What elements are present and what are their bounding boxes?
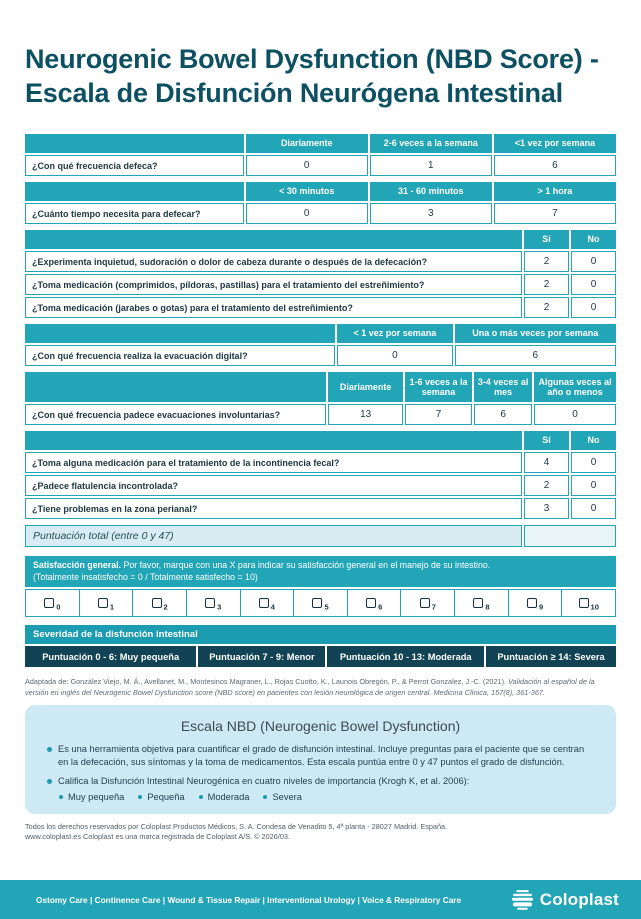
checkbox-icon[interactable]: [312, 598, 322, 608]
column-header: 3-4 veces al mes: [474, 372, 532, 402]
score-cell: 6: [474, 404, 532, 425]
score-cell: 2: [524, 251, 569, 272]
question-row: [25, 498, 616, 519]
defecation-frequency-table: [25, 134, 616, 176]
score-cell: 0: [571, 498, 616, 519]
question-cell: ¿Cuánto tiempo necesita para defecar?: [25, 203, 244, 224]
bullet-icon: [263, 795, 267, 799]
checkbox-icon[interactable]: [44, 598, 54, 608]
business-areas: Ostomy Care | Continence Care | Wound & Tissue Repair | Interventional Urology | Voice & Respiratory Care: [36, 894, 462, 905]
score-cell: 1: [370, 155, 492, 176]
question-cell: ¿Con qué frecuencia realiza la evacuación digital?: [25, 345, 335, 366]
question-cell: ¿Padece flatulencia incontrolada?: [25, 475, 522, 496]
satisfaction-option-10[interactable]: [562, 590, 615, 616]
score-cell: 0: [337, 345, 452, 366]
score-cell: 0: [571, 274, 616, 295]
option-label: 3: [217, 602, 222, 611]
option-label: 5: [324, 602, 329, 611]
total-score-field[interactable]: [524, 525, 616, 547]
citation-note: [25, 677, 616, 698]
score-cell: 0: [246, 203, 368, 224]
column-header: 31 - 60 minutos: [370, 182, 492, 201]
checkbox-icon[interactable]: [152, 598, 162, 608]
header-empty-cell: [25, 324, 335, 343]
digital-evacuation-table: [25, 324, 616, 366]
score-cell: 2: [524, 274, 569, 295]
bullet-icon: [47, 747, 52, 752]
column-header: < 1 vez por semana: [337, 324, 452, 343]
level-label: Pequeña: [147, 792, 185, 802]
score-cell: 6: [494, 155, 616, 176]
satisfaction-option-6[interactable]: [348, 590, 401, 616]
score-cell: 2: [524, 475, 569, 496]
legal-note: [25, 822, 616, 842]
score-cell: 13: [328, 404, 402, 425]
checkbox-icon[interactable]: [579, 598, 589, 608]
satisfaction-instruction: Por favor, marque con una X para indicar su satisfacción general en el manejo de su intestino.: [121, 560, 491, 570]
header-empty-cell: [25, 134, 244, 153]
question-row: [25, 345, 616, 366]
option-label: 6: [378, 602, 383, 611]
column-header: Diariamente: [246, 134, 368, 153]
column-header-no: No: [571, 230, 616, 249]
satisfaction-option-4[interactable]: [241, 590, 294, 616]
footer-bar: [0, 880, 641, 919]
column-header: Diariamente: [328, 372, 402, 402]
score-cell: 2: [524, 297, 569, 318]
coloplast-logo: [511, 888, 619, 911]
severity-title: Severidad de la disfunción intestinal: [25, 625, 616, 644]
option-label: 0: [56, 602, 61, 611]
citation-authors: Adaptada de: González Viejo, M. Á., Avellanet, M., Montesinos Magraner, L., Rojas Cuotto, K., Launois Obregón, P., & Perrot Gonzalez, J.-C. (2021).: [25, 677, 509, 686]
column-header: <1 vez por semana: [494, 134, 616, 153]
level-item: [263, 792, 301, 802]
page-title: Neurogenic Bowel Dysfunction (NBD Score) - Escala de Disfunción Neurógena Intestinal: [25, 44, 599, 108]
bullet-icon: [47, 779, 52, 784]
score-cell: 7: [494, 203, 616, 224]
column-header: Algunas veces al año o menos: [534, 372, 616, 402]
satisfaction-option-7[interactable]: [401, 590, 454, 616]
column-header: 2-6 veces a la semana: [370, 134, 492, 153]
option-label: 9: [539, 602, 544, 611]
checkbox-icon[interactable]: [205, 598, 215, 608]
header-row: [25, 134, 616, 153]
column-header-no: No: [571, 431, 616, 450]
info-bullet-2: [45, 775, 596, 788]
satisfaction-option-2[interactable]: [133, 590, 186, 616]
checkbox-icon[interactable]: [420, 598, 430, 608]
question-cell: ¿Con qué frecuencia defeca?: [25, 155, 244, 176]
brand-name: Coloplast: [539, 889, 619, 909]
involuntary-evacuation-table: [25, 372, 616, 425]
score-cell: 6: [455, 345, 617, 366]
score-cell: 0: [534, 404, 616, 425]
question-cell: ¿Con qué frecuencia padece evacuaciones involuntarias?: [25, 404, 326, 425]
column-header: > 1 hora: [494, 182, 616, 201]
legal-line-1: Todos los derechos reservados por Coloplast Productos Médicos, S. A. Condesa de Venadito 5, 4ª planta - 28027 Madrid. España.: [25, 822, 448, 831]
level-label: Moderada: [207, 792, 250, 802]
question-row: [25, 251, 616, 272]
defecation-time-table: [25, 182, 616, 224]
severity-levels-row: [25, 646, 616, 667]
info-box-title: Escala NBD (Neurogenic Bowel Dysfunction): [180, 718, 461, 734]
total-score-label: Puntuación total (entre 0 y 47): [25, 525, 522, 547]
level-item: [138, 792, 184, 802]
score-cell: 0: [571, 297, 616, 318]
severity-level: Puntuación 0 - 6: Muy pequeña: [25, 646, 196, 667]
score-cell: 0: [571, 475, 616, 496]
severity-levels-list: [59, 792, 596, 802]
severity-level: Puntuación ≥ 14: Severa: [486, 646, 616, 667]
satisfaction-scale: [25, 589, 616, 617]
header-empty-cell: [25, 431, 522, 450]
legal-line-2: www.coloplast.es Coloplast es una marca registrada de Coloplast A/S. © 2026/03.: [25, 832, 290, 841]
header-empty-cell: [25, 230, 522, 249]
score-cell: 0: [571, 251, 616, 272]
satisfaction-header: [25, 556, 616, 587]
level-item: [59, 792, 124, 802]
severity-level: Puntuación 7 - 9: Menor: [198, 646, 325, 667]
bullet-icon: [59, 795, 63, 799]
level-label: Severa: [272, 792, 302, 802]
checkbox-icon[interactable]: [259, 598, 269, 608]
option-label: 2: [163, 602, 168, 611]
header-row: [25, 230, 616, 249]
satisfaction-option-9[interactable]: [509, 590, 562, 616]
info-bullet-1: [45, 743, 596, 769]
symptoms-yesno-table: [25, 230, 616, 318]
globe-icon: [511, 888, 534, 911]
incontinence-yesno-table: [25, 431, 616, 519]
header-empty-cell: [25, 182, 244, 201]
column-header-yes: Sí: [524, 431, 569, 450]
bullet-icon: [138, 795, 142, 799]
header-row: [25, 372, 616, 402]
info-bullet-2-text: Califica la Disfunción Intestinal Neurogénica en cuatro niveles de importancia (Krogh K, et al. 2006):: [58, 776, 470, 786]
level-item: [199, 792, 250, 802]
checkbox-icon[interactable]: [98, 598, 108, 608]
question-cell: ¿Tiene problemas en la zona perianal?: [25, 498, 522, 519]
checkbox-icon[interactable]: [473, 598, 483, 608]
score-cell: 4: [524, 452, 569, 473]
satisfaction-option-5[interactable]: [294, 590, 347, 616]
level-label: Muy pequeña: [68, 792, 125, 802]
question-cell: ¿Experimenta inquietud, sudoración o dolor de cabeza durante o después de la defecación?: [25, 251, 522, 272]
question-row: [25, 274, 616, 295]
satisfaction-option-8[interactable]: [455, 590, 508, 616]
question-row: [25, 475, 616, 496]
option-label: 4: [270, 602, 275, 611]
option-label: 7: [431, 602, 436, 611]
satisfaction-title: Satisfacción general.: [33, 560, 122, 570]
checkbox-icon[interactable]: [527, 598, 537, 608]
question-row: [25, 404, 616, 425]
citation-title: Validación al español de la versión en inglés del Neurogenic Bowel Dysfunction score (NBD score) en pacientes con lesión neurológica de origen central. Medicina Clínica, 157(8), 361-367.: [25, 677, 595, 697]
satisfaction-range-note: (Totalmente insatisfecho = 0 / Totalmente satisfecho = 10): [33, 571, 258, 582]
question-row: [25, 297, 616, 318]
score-cell: 3: [524, 498, 569, 519]
header-row: [25, 182, 616, 201]
checkbox-icon[interactable]: [366, 598, 376, 608]
column-header: 1-6 veces a la semana: [405, 372, 472, 402]
score-cell: 7: [405, 404, 472, 425]
question-cell: ¿Toma alguna medicación para el tratamiento de la incontinencia fecal?: [25, 452, 522, 473]
total-score-row: [25, 525, 616, 547]
score-cell: 0: [571, 452, 616, 473]
satisfaction-option-1[interactable]: [80, 590, 133, 616]
satisfaction-option-0[interactable]: [26, 590, 79, 616]
option-label: 10: [590, 602, 599, 611]
option-label: 8: [485, 602, 490, 611]
question-row: [25, 452, 616, 473]
bullet-icon: [199, 795, 203, 799]
option-label: 1: [109, 602, 115, 611]
question-row: [25, 203, 616, 224]
question-cell: ¿Toma medicación (comprimidos, píldoras, pastillas) para el tratamiento del estreñimiento?: [25, 274, 522, 295]
column-header-yes: Sí: [524, 230, 569, 249]
score-cell: 0: [246, 155, 368, 176]
info-bullet-1-text: Es una herramienta objetiva para cuantificar el grado de disfunción intestinal. Incluye preguntas para el paciente que se centran en la defecación, sus síntomas y la toma de medicamentos. Esta escala puntúa entre 0 y 47 puntos el grado de disfunción.: [58, 744, 585, 767]
severity-level: Puntuación 10 - 13: Moderada: [327, 646, 484, 667]
question-row: [25, 155, 616, 176]
header-row: [25, 431, 616, 450]
column-header: Una o más veces por semana: [455, 324, 617, 343]
score-cell: 3: [370, 203, 492, 224]
question-cell: ¿Toma medicación (jarabes o gotas) para el tratamiento del estreñimiento?: [25, 297, 522, 318]
header-row: [25, 324, 616, 343]
satisfaction-option-3[interactable]: [187, 590, 240, 616]
header-empty-cell: [25, 372, 326, 402]
column-header: < 30 minutos: [246, 182, 368, 201]
nbd-info-box: [25, 705, 616, 814]
